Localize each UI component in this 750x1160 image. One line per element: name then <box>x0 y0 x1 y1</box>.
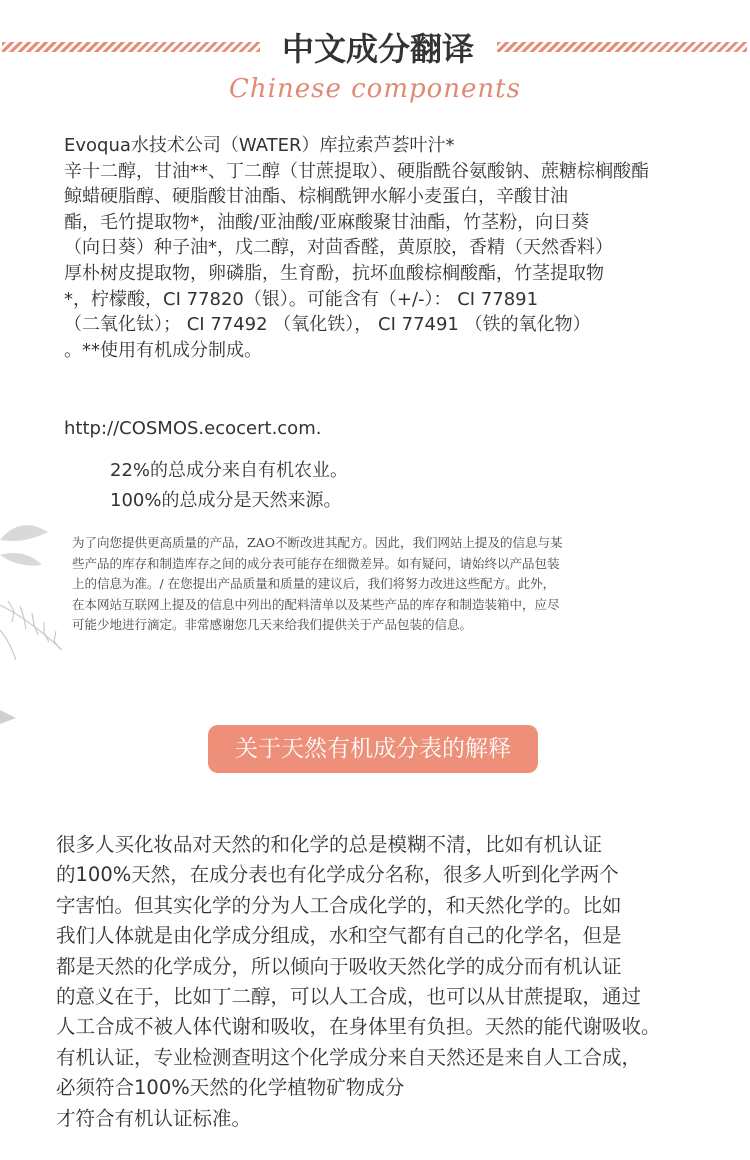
explanation-line: 很多人买化妆品对天然的和化学的总是模糊不清，比如有机认证 <box>56 833 603 856</box>
disclaimer-line: 为了向您提供更高质量的产品，ZAO不断改进其配方。因此，我们网站上提及的信息与某 <box>72 535 563 550</box>
explanation-line: 才符合有机认证标准。 <box>56 1106 252 1130</box>
explanation-text <box>56 830 746 1134</box>
page-title: 中文成分翻译 <box>281 30 474 68</box>
ingredients-line: 厚朴树皮提取物，卵磷脂，生育酚，抗坏血酸棕榈酸酯，竹茎提取物 <box>64 262 604 284</box>
section-heading-badge: 关于天然有机成分表的解释 <box>208 725 538 773</box>
organic-stat: 22%的总成分来自有机农业。 <box>110 460 349 481</box>
ingredients-line: 。**使用有机成分制成。 <box>64 339 262 361</box>
disclaimer-line: 可能少地进行滴定。非常感谢您几天来给我们提供关于产品包装的信息。 <box>72 617 473 632</box>
explanation-line: 人工合成不被人体代谢和吸收，在身体里有负担。天然的能代谢吸收。 <box>56 1015 661 1039</box>
ingredients-line: （二氧化钛）； CI 77492 （氧化铁）， CI 77491 （铁的氧化物） <box>64 314 591 336</box>
ingredients-list <box>64 133 750 363</box>
disclaimer-line: 上的信息为准。/ 在您提出产品质量和质量的建议后，我们将努力改进这些配方。此外， <box>72 576 556 591</box>
ingredients-line: *，柠檬酸，CI 77820（银）。可能含有（+/-）： CI 77891 <box>64 288 539 310</box>
disclaimer-text <box>72 533 712 636</box>
ingredients-line: 辛十二醇，甘油**、丁二醇（甘蔗提取）、硬脂酰谷氨酸钠、蔗糖棕榈酸酯 <box>64 160 649 182</box>
ingredients-line: Evoqua水技术公司（WATER）库拉索芦荟叶汁* <box>64 135 455 156</box>
ingredients-line: （向日葵）种子油*，戊二醇，对茴香醛，黄原胶，香精（天然香料） <box>64 237 613 259</box>
explanation-line: 都是天然的化学成分，所以倾向于吸收天然化学的成分而有机认证 <box>56 954 622 978</box>
disclaimer-line: 在本网站互联网上提及的信息中列出的配料清单以及某些产品的库存和制造装箱中，应尽 <box>72 596 560 612</box>
explanation-line: 必须符合100%天然的化学植物矿物成分 <box>56 1076 405 1100</box>
explanation-line: 字害怕。但其实化学的分为人工合成化学的，和天然化学的。比如 <box>56 893 622 917</box>
decorative-stripe-right <box>497 42 747 52</box>
explanation-line: 我们人体就是由化学成分组成，水和空气都有自己的化学名，但是 <box>56 924 622 948</box>
explanation-line: 有机认证，专业检测查明这个化学成分来自天然还是来自人工合成， <box>56 1045 642 1069</box>
leaf-decoration-icon <box>0 510 80 740</box>
certification-url: http://COSMOS.ecocert.com. <box>64 418 322 439</box>
page-subtitle: Chinese components <box>229 74 521 104</box>
ingredients-line: 鲸蜡硬脂醇、硬脂酸甘油酯、棕榈酰钾水解小麦蛋白，辛酸甘油 <box>64 186 568 208</box>
disclaimer-line: 些产品的库存和制造库存之间的成分表可能存在细微差异。如有疑问，请始终以产品包装 <box>72 555 560 571</box>
page-header <box>0 30 750 70</box>
natural-stat: 100%的总成分是天然来源。 <box>110 490 342 511</box>
decorative-stripe-left <box>2 42 260 52</box>
explanation-line: 的意义在于，比如丁二醇，可以人工合成，也可以从甘蔗提取，通过 <box>56 985 642 1009</box>
ingredients-line: 酯，毛竹提取物*，油酸/亚油酸/亚麻酸聚甘油酯，竹茎粉，向日葵 <box>64 211 590 233</box>
explanation-line: 的100%天然，在成分表也有化学成分名称，很多人听到化学两个 <box>56 863 619 887</box>
